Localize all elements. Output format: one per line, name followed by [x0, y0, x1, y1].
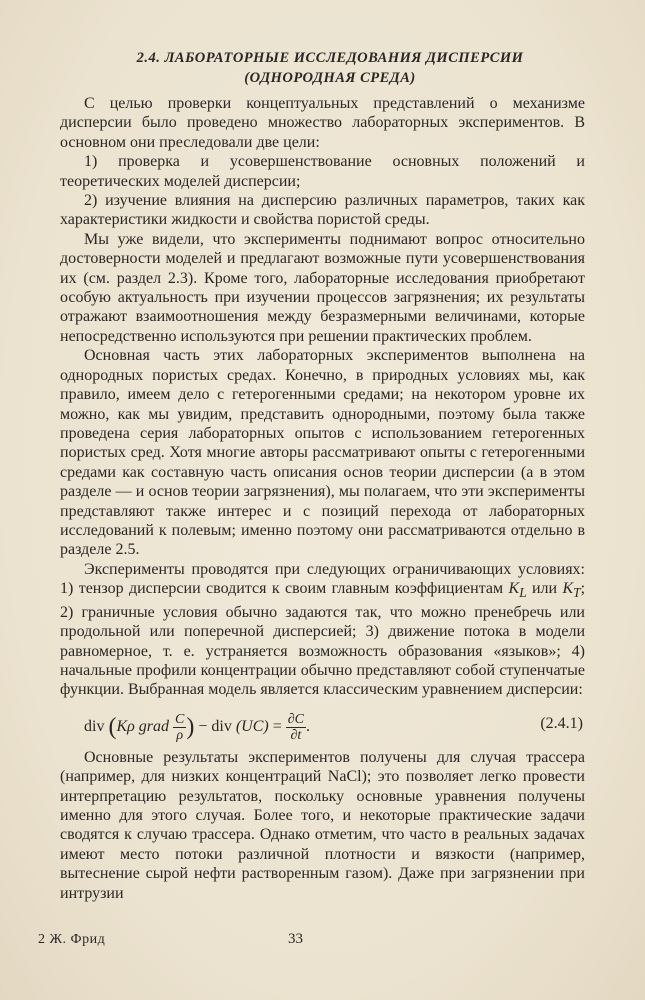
fraction-partial-c-t: $\frac{\partial C}{\partial t}$ [287, 711, 305, 743]
paragraph-models: Мы уже видели, что эксперименты поднимают вопрос относительно достоверности моделей и предлагают возможные пути усовершенствования их (см. раздел 2.3). Кроме того, лабораторные исследования приобретают особую актуальность при изучении процессов загрязнения; их результаты отражают взаимоотношения между безразмерными величинами, которые непосредственно используются при решении практических проблем. [60, 230, 585, 345]
footer-signature: 2 Ж. Фрид [38, 932, 106, 947]
equation-block [60, 700, 585, 748]
coefficient-kt: $K_T$ [562, 580, 581, 601]
paragraph-goal-2: 2) изучение влияния на дисперсию различных параметров, таких как характеристики жидкости и свойства пористой среды. [60, 192, 585, 229]
body-text [60, 94, 585, 903]
conditions-text-start: Эксперименты проводятся при следующих ограничивающих условиях: 1) тензор дисперсии сводится к своим главным коэффициентам [60, 560, 585, 598]
coefficient-kl: $K_L$ [508, 580, 527, 601]
conditions-text-or: или [526, 580, 563, 598]
conditions-text-end: ; 2) граничные условия обычно задаются так, что можно пренебречь или продольной или поперечной дисперсией; 3) движение потока в модели равномерное, т. е. устраняется возможность образования «языков»; 4) начальные профили концентрации обычно представляют собой ступенчатые функции. Выбранная модель является классическим уравнением дисперсии: [60, 580, 586, 699]
section-subheading: (ОДНОРОДНАЯ СРЕДА) [244, 70, 416, 86]
paragraph-intro: С целью проверки концептуальных представлений о механизме дисперсии было проведено множество лабораторных экспериментов. В основном они преследовали две цели: [60, 95, 585, 151]
page-number: 33 [288, 931, 303, 947]
section-heading: 2.4. ЛАБОРАТОРНЫЕ ИССЛЕДОВАНИЯ ДИСПЕРСИИ [136, 50, 524, 66]
dispersion-equation: div (Kρ grad $\frac{C}{\rho}$ ) − div (UC) = $\frac{\partial C}{\partial t}$ . [84, 711, 311, 743]
fraction-c-over-rho: $\frac{C}{\rho}$ [175, 711, 185, 743]
equation-number: (2.4.1) [540, 714, 583, 732]
paragraph-homogeneous: Основная часть этих лабораторных экспериментов выполнена на однородных пористых средах. Конечно, в природных условиях мы, как правило, имеем дело с гетерогенными средами; на некотором уровне их можно, как мы увидим, представить однородными, поэтому была также проведена серия лабораторных опытов с использованием гетерогенных пористых сред. Хотя многие авторы рассматривают опыты с гетерогенными средами как составную часть описания основ теории дисперсии (а в этом разделе — и основ теории загрязнения), мы полагаем, что эти эксперименты представляют также интерес и с позиций перехода от лабораторных исследований к полевым; именно поэтому они рассматриваются отдельно в разделе 2.5. [60, 347, 585, 559]
paragraph-tracer: Основные результаты экспериментов получены для случая трассера (например, для низких концентраций NaCl); это позволяет легко провести интерпретацию результатов, поскольку основные уравнения получены именно для этого случая. Более того, и некоторые практические задачи сводятся к случаю трассера. Однако отметим, что часто в реальных задачах имеют место потоки различной плотности и вязкости (например, вытеснение сырой нефти растворенным газом). Даже при загрязнении при интрузии [60, 748, 585, 902]
paragraph-goal-1: 1) проверка и усовершенствование основных положений и теоретических моделей дисперсии; [60, 153, 585, 190]
paragraph-conditions [60, 560, 585, 700]
